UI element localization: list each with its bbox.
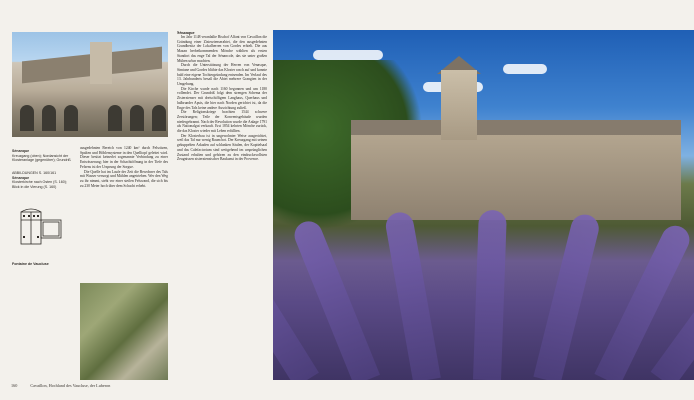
cloister-photo <box>12 32 168 137</box>
body-text-column-right <box>177 30 267 380</box>
lavender-row <box>473 210 507 380</box>
cloud <box>313 50 383 60</box>
paragraph: Im Jahr 1148 veranlaßte Bischof Alfant von Cavaillon die Gründung einer Zisterzienserabtei, die den ausgedehnten Grundbesitz der Lokalherren von Gordes erhielt. Die aus Mazan herbeikommenden Mönche wählten als ersten Standort das enge Tal der Sénancole, das sie unter großen Mühen urbar machten. <box>177 35 267 63</box>
paragraph: Die Religionskriege brachten 1544 schwere Zerstörungen; Teile der Konventsgebäude wurden niedergebrannt. Nach der Revolution wurde die Anlage 1791 als Nationalgut verkauft. Erst 1854 kehrten Mönche zurück, die das Kloster wieder mit Leben erfüllten. <box>177 110 267 134</box>
paragraph: ausgedehnten Bereich von 1240 km² durch Felsritzen, Spalten und Höhlensysteme in den Quelltopf geleitet wird. Dieser besitzt keinerlei sogenannte Verbindung zu einer Entwässerung; hier in der Schachtöffnung in der Tiefe des Felsens ist der Ursprung der Sorgue. <box>80 146 168 169</box>
running-title: Cavaillon, Hochland des Vaucluse, der Luberon <box>30 383 111 388</box>
fountain-photo <box>80 283 168 380</box>
page-number: 160 <box>11 383 18 388</box>
caption-title: Sénanque <box>12 175 30 180</box>
lavender-row <box>384 210 441 380</box>
page-footer <box>11 383 110 388</box>
caption-text: Kreuzgang (oben); Nordansicht der Klosteranlage (gegenüber); Grundriß <box>12 153 71 162</box>
section-heading: Sénanque <box>177 30 195 35</box>
floor-plan-drawing <box>17 206 67 250</box>
caption-credit: ABBILDUNGEN S. 160/161 <box>12 171 57 175</box>
bell-tower <box>441 70 477 140</box>
cloister-tower <box>90 42 112 84</box>
cloister-arch <box>108 105 122 131</box>
cloister-arch <box>130 105 144 131</box>
abbey-lavender-photo <box>273 30 694 380</box>
lavender-row <box>533 212 601 380</box>
paragraph: Der Klosterbau ist in ungewohnter Weise ausgerichtet, weil das Tal nur wenig Raum bot. Der Kreuzgang mit seinen gekuppelten Arkaden auf schlanken Säulen, der Kapitelsaal und das Calefactorium sind weitgehend im ursprünglichen Zustand erhalten und gehören zu den eindrucksvollsten Zeugnissen zisterziensischer Baukunst in der Provence. <box>177 133 267 162</box>
paragraph: Die Kirche wurde nach 1160 begonnen und um 1180 vollendet. Der Grundriß folgt dem strengen Schema der Zisterzienser mit dreischiffigem Langhaus, Querhaus und halbrunder Apsis, die hier nach Norden gerichtet ist, da die Enge des Tals keine andere Ausrichtung zuließ. <box>177 86 267 110</box>
caption-title: Sénanque <box>12 149 30 153</box>
cloister-arch <box>42 105 56 131</box>
cloister-arch <box>20 105 34 131</box>
plan-caption <box>12 171 74 189</box>
fountain-caption: Fontaine de Vaucluse <box>12 262 49 266</box>
abbey-building <box>351 135 681 220</box>
cloister-arch <box>152 105 166 131</box>
paragraph: Durch die Unterstützung der Herren von Venasque, Simiane und Gordes blühte das Kloster rasch auf und konnte bald eine eigene Tochtergründung entsenden. Im Verlauf des 13. Jahrhunderts besaß die Abtei mehrere Grangien in der Umgebung. <box>177 63 267 87</box>
paragraph: Die Quelle hat im Laufe der Zeit die Bewohner des Tals mit Wasser versorgt und Mühlen angetrieben. Wer den Weg zu ihr nimmt, steht vor einer steilen Felswand, die sich bis zu 230 Meter hoch über dem Schacht erhebt. <box>80 169 168 188</box>
body-text-column-left <box>80 146 168 276</box>
caption-text: Klosterkirche nach Osten (S. 160); Blick in die Vierung (S. 160) <box>12 180 67 189</box>
cloister-caption <box>12 149 74 163</box>
cloister-arch <box>64 105 78 131</box>
cloud <box>503 64 547 74</box>
